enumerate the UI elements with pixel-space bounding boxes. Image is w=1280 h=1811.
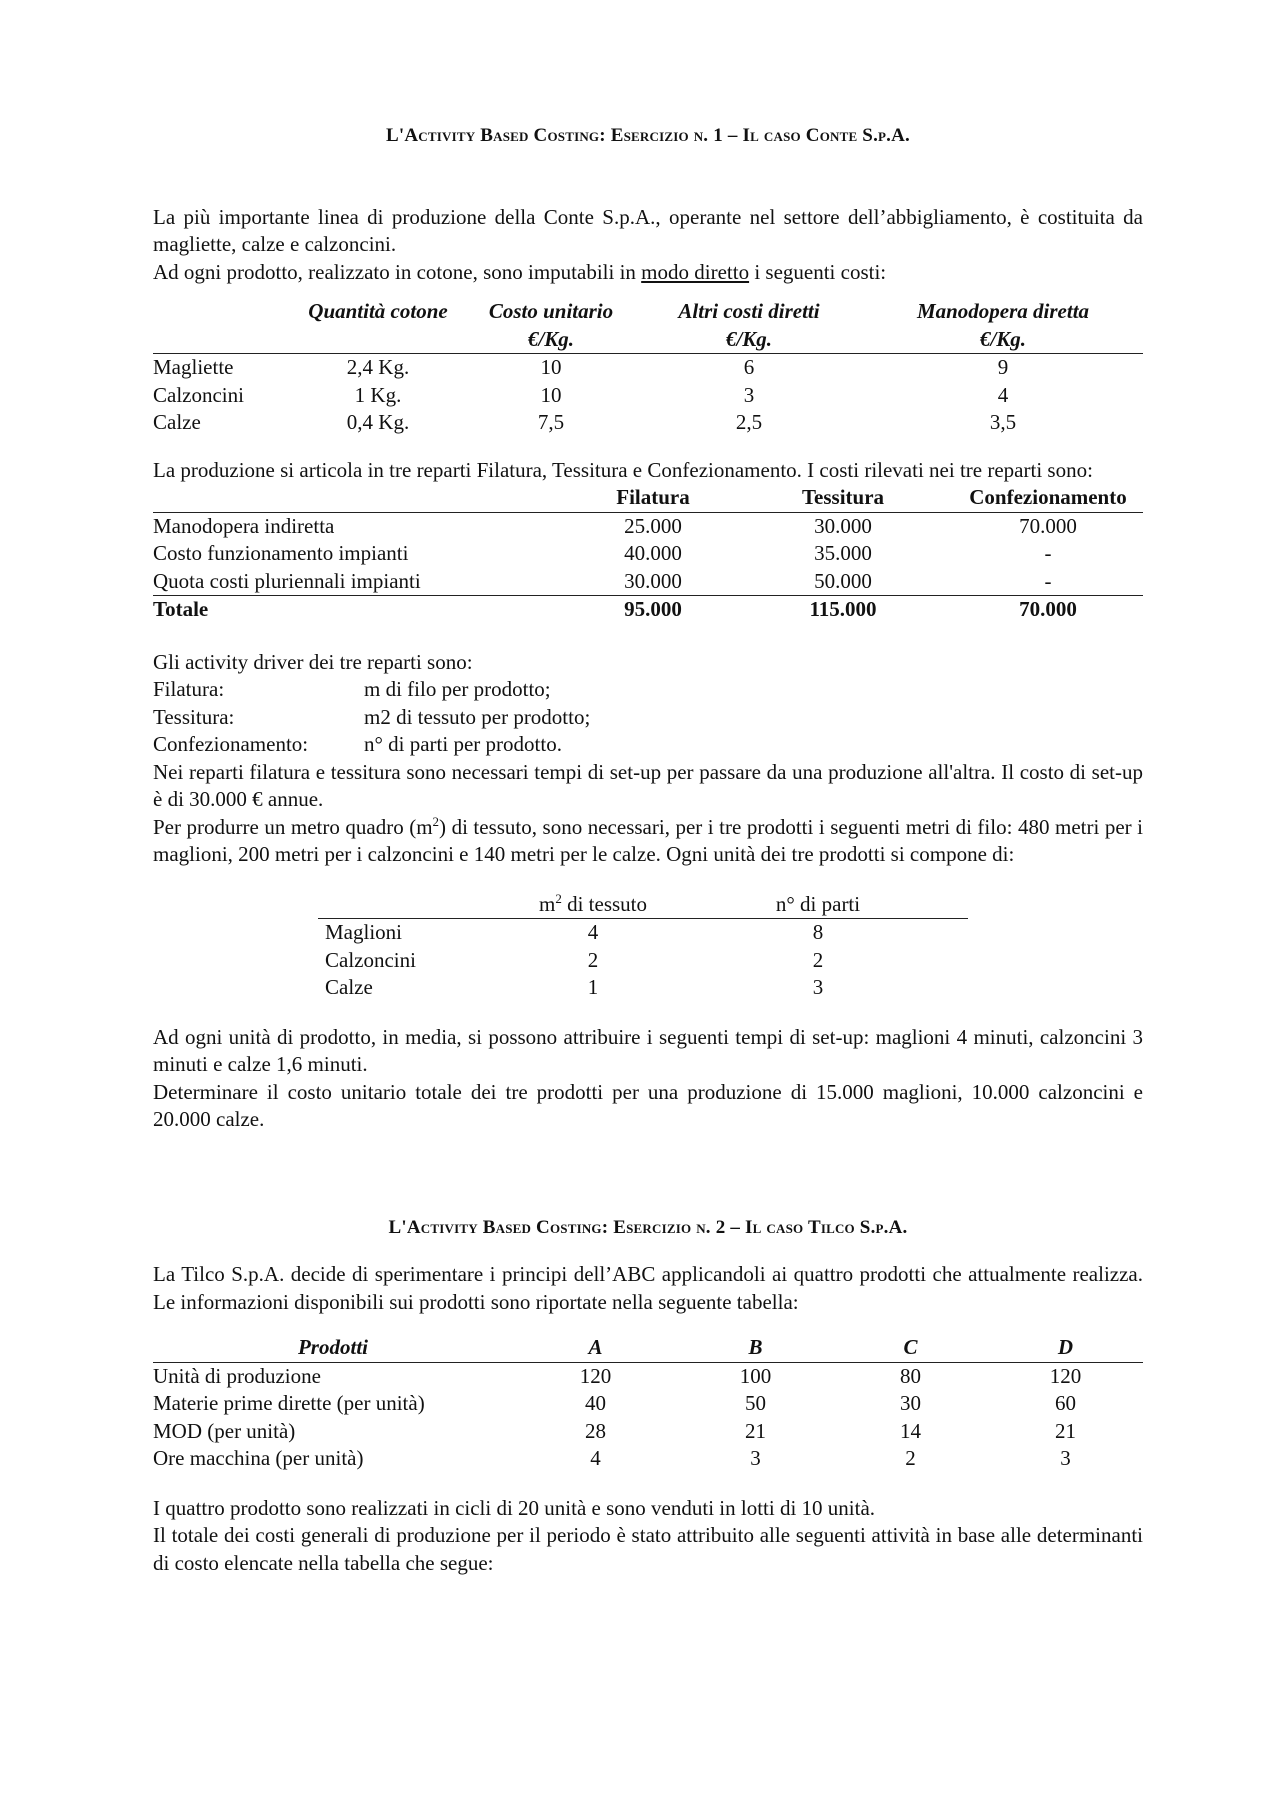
table-cell: 4	[587, 920, 599, 944]
driver-label: Confezionamento:	[153, 732, 309, 756]
table-row	[153, 568, 1143, 596]
table-cell: Ore macchina (per unità)	[153, 1446, 364, 1470]
document-page	[153, 0, 1143, 1577]
meter-sup: 2	[432, 813, 440, 829]
costs-text-pre: Ad ogni prodotto, realizzato in cotone, sono imputabili in	[153, 259, 642, 284]
table-cell: 30.000	[814, 513, 872, 538]
meter-text-post: ) di tessuto, sono necessari, per i tre prodotti i seguenti metri di filo: 480 metri per i maglioni, 200 metri per i calzoncini e 140 metri per le calze. Ogni unità dei tre prodotti si compone di:	[153, 814, 1143, 866]
table-cell: 28	[585, 1418, 606, 1443]
table-cell: 40.000	[624, 541, 682, 565]
costs-text-post: i seguenti costi:	[749, 259, 887, 284]
table-header-tessuto: di tessuto	[561, 891, 647, 916]
driver-label: Tessitura:	[153, 704, 235, 729]
list-item	[153, 676, 590, 704]
table-header-sup: 2	[555, 890, 562, 906]
table-header: n° di parti	[668, 891, 968, 919]
table-header: Tessitura	[733, 484, 953, 512]
driver-value: m di filo per prodotto;	[364, 677, 551, 701]
table-cell: MOD (per unità)	[153, 1418, 296, 1443]
table-row	[153, 409, 1143, 437]
table-cell: 115.000	[733, 596, 953, 624]
meter-text	[153, 814, 1143, 869]
exercise-1-title: L'Activity Based Costing: Esercizio n. 1 – Il caso Conte S.p.A.	[386, 125, 910, 146]
question-text: Determinare il costo unitario totale dei tre prodotti per una produzione di 15.000 maglioni, 10.000 calzoncini e 20.000 calze.	[153, 1079, 1143, 1131]
table-cell: Calze	[153, 410, 201, 434]
table-cell: 21	[1055, 1418, 1076, 1443]
table-row	[318, 974, 968, 1002]
table-cell: 70.000	[953, 596, 1143, 624]
table-cell: 60	[1055, 1391, 1076, 1415]
products-table	[153, 1334, 1143, 1473]
composition-table	[318, 891, 968, 1002]
table-cell: 10	[540, 355, 562, 379]
table-row	[318, 919, 968, 947]
general-costs-text: Il totale dei costi generali di produzione per il periodo è stato attribuito alle seguenti attività in base alle determinanti di costo elencate nella tabella che segue:	[153, 1523, 1143, 1575]
table-cell: 120	[579, 1363, 612, 1388]
driver-label: Filatura:	[153, 677, 225, 701]
table-cell: 40	[585, 1391, 606, 1415]
table-cell: 0,4 Kg.	[346, 410, 410, 434]
production-text: La produzione si articola in tre reparti Filatura, Tessitura e Confezionamento. I costi rilevati nei tre reparti sono:	[153, 457, 1093, 482]
table-header-unit: €/Kg.	[635, 326, 863, 354]
driver-value: m2 di tessuto per prodotto;	[364, 704, 591, 729]
table-cell: 2,5	[735, 410, 763, 434]
table-row	[153, 1362, 1143, 1390]
table-cell: 10	[540, 382, 562, 407]
table-row	[153, 1445, 1143, 1473]
table-header: Manodopera diretta	[916, 299, 1090, 323]
table-row	[153, 1390, 1143, 1418]
table-header-row-2	[153, 326, 1143, 354]
table-cell: 4	[997, 382, 1009, 407]
table-row	[153, 382, 1143, 410]
table-header: Altri costi diretti	[678, 299, 820, 323]
list-item	[153, 704, 590, 732]
table-header-unit: €/Kg.	[863, 326, 1143, 354]
table-header	[518, 891, 668, 919]
table-header-m: m	[538, 891, 556, 916]
direct-costs-table	[153, 298, 1143, 437]
table-cell: 3	[812, 975, 824, 999]
table-cell: 21	[745, 1418, 766, 1443]
table-cell: 80	[900, 1363, 921, 1388]
list-item	[153, 731, 590, 759]
table-cell: 1	[587, 975, 599, 999]
costs-text-underlined: modo diretto	[641, 259, 750, 284]
table-cell: Calzoncini	[325, 947, 416, 972]
table-header: Costo unitario	[488, 299, 614, 323]
table-cell: 120	[1049, 1363, 1082, 1388]
exercise-1-intro: La più importante linea di produzione della Conte S.p.A., operante nel settore dell’abbigliamento, è costituita da magliette, calze e calzoncini.	[153, 204, 1143, 256]
table-row	[153, 512, 1143, 540]
table-header-unit: €/Kg.	[467, 326, 635, 354]
table-header-row	[318, 891, 968, 919]
table-cell: 25.000	[624, 513, 682, 538]
table-header-row	[153, 484, 1143, 512]
table-cell: 2	[905, 1446, 916, 1470]
table-cell: -	[1044, 541, 1052, 565]
drivers-intro: Gli activity driver dei tre reparti sono:	[153, 649, 473, 674]
setup-text: Nei reparti filatura e tessitura sono necessari tempi di set-up per passare da una produzione all'altra. Il costo di set-up è di 30.000 € annue.	[153, 759, 1143, 811]
table-cell: 4	[590, 1446, 601, 1470]
table-cell: -	[1044, 568, 1052, 593]
table-cell: 2	[812, 947, 824, 972]
table-row	[153, 540, 1143, 568]
table-cell: Unità di produzione	[153, 1363, 321, 1388]
table-header-row	[153, 1334, 1143, 1362]
table-cell: Calzoncini	[153, 382, 244, 407]
table-cell: Calze	[325, 975, 373, 999]
table-header: Confezionamento	[953, 484, 1143, 512]
exercise-1-costs-line	[153, 259, 1143, 287]
table-header-row	[153, 298, 1143, 326]
table-total-row	[153, 596, 1143, 624]
table-cell: 50	[745, 1391, 766, 1415]
table-header: Prodotti	[153, 1334, 513, 1362]
table-cell: 3	[743, 382, 755, 407]
table-header: D	[988, 1334, 1143, 1362]
table-header: Quantità cotone	[308, 299, 448, 323]
drivers-list	[153, 676, 590, 759]
table-header: A	[513, 1334, 678, 1362]
table-cell: Magliette	[153, 355, 234, 379]
exercise-2-intro: La Tilco S.p.A. decide di sperimentare i principi dell’ABC applicandoli ai quattro prodotti che attualmente realizza. Le informazioni disponibili sui prodotti sono riportate nella seguente tabella:	[153, 1262, 1143, 1314]
table-cell: Materie prime dirette (per unità)	[153, 1391, 425, 1415]
table-cell: 9	[997, 355, 1009, 379]
table-cell: Quota costi pluriennali impianti	[153, 568, 421, 593]
meter-text-pre: Per produrre un metro quadro (m	[153, 814, 433, 839]
table-cell: 50.000	[814, 568, 872, 593]
table-row	[318, 947, 968, 975]
table-cell: 6	[743, 355, 755, 379]
table-header: B	[678, 1334, 833, 1362]
table-row	[153, 354, 1143, 382]
setup-times-text: Ad ogni unità di prodotto, in media, si possono attribuire i seguenti tempi di set-up: maglioni 4 minuti, calzoncini 3 minuti e calze 1,6 minuti.	[153, 1024, 1143, 1076]
table-row	[153, 1418, 1143, 1446]
table-cell: 35.000	[814, 541, 872, 565]
table-cell: 3	[750, 1446, 761, 1470]
table-cell: 30	[900, 1391, 921, 1415]
table-cell: Manodopera indiretta	[153, 513, 335, 538]
table-cell: 100	[739, 1363, 772, 1388]
table-cell: Maglioni	[325, 920, 402, 944]
table-cell: 1 Kg.	[354, 382, 402, 407]
table-cell: 14	[900, 1418, 921, 1443]
table-header: Filatura	[573, 484, 733, 512]
table-cell: 30.000	[624, 568, 682, 593]
table-header: C	[833, 1334, 988, 1362]
table-cell: 2,4 Kg.	[346, 355, 410, 379]
cycles-text: I quattro prodotto sono realizzati in cicli di 20 unità e sono venduti in lotti di 10 unità.	[153, 1495, 876, 1520]
table-cell: 3	[1060, 1446, 1071, 1470]
department-costs-table	[153, 484, 1143, 624]
table-cell: Totale	[153, 596, 573, 624]
table-cell: 3,5	[989, 410, 1017, 434]
driver-value: n° di parti per prodotto.	[364, 732, 562, 756]
table-cell: 7,5	[537, 410, 565, 434]
exercise-2-title: L'Activity Based Costing: Esercizio n. 2 – Il caso Tilco S.p.A.	[388, 1216, 908, 1238]
table-cell: 70.000	[1019, 513, 1077, 538]
table-cell: 2	[587, 947, 599, 972]
table-cell: Costo funzionamento impianti	[153, 541, 409, 565]
table-cell: 95.000	[573, 596, 733, 624]
table-cell: 8	[812, 920, 824, 944]
